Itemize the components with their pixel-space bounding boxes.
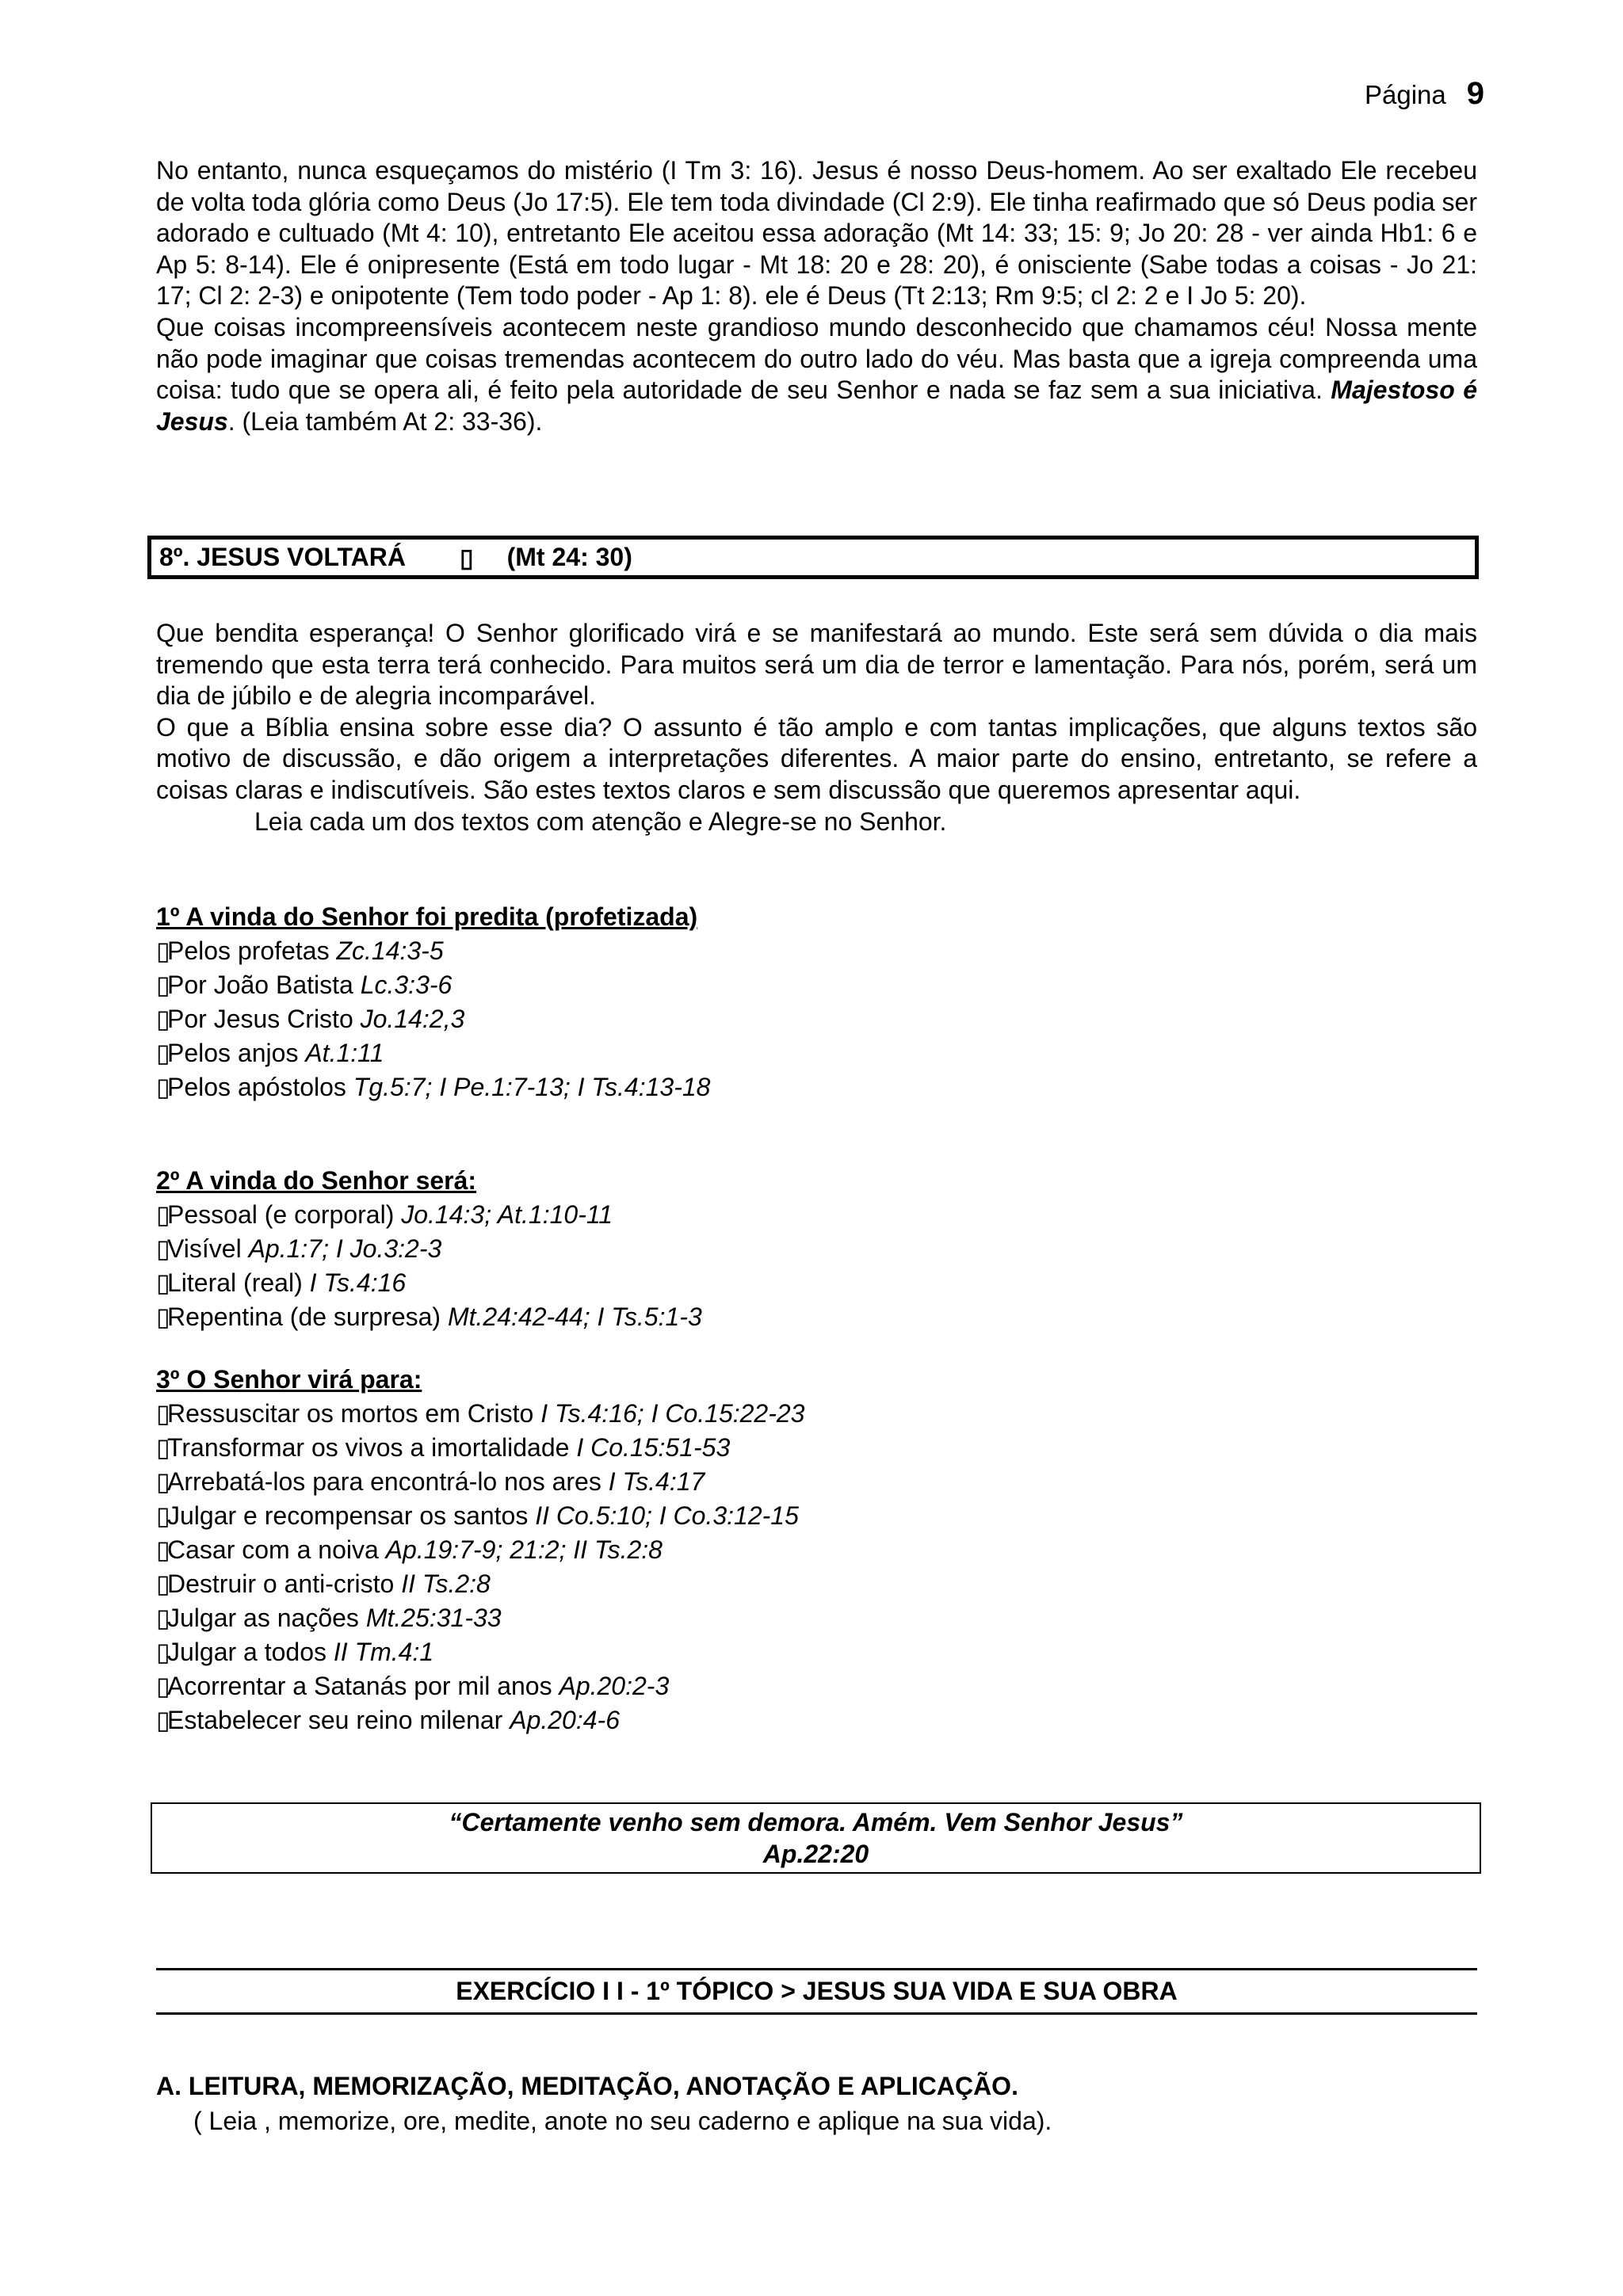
bullet-icon: ▯: [156, 1501, 170, 1530]
bullet-icon: ▯: [156, 1234, 170, 1263]
bullet-icon: ▯: [156, 1302, 170, 1331]
list-item: [156, 1465, 1477, 1499]
list-item-text: Repentina (de surpresa): [167, 1302, 448, 1331]
list-item: [156, 1669, 1477, 1703]
list-item-text: Julgar as nações: [167, 1604, 366, 1632]
list-item-text: Por Jesus Cristo: [167, 1005, 361, 1033]
list-item-ref: II Ts.2:8: [401, 1569, 491, 1598]
bullet-icon: ▯: [156, 936, 170, 965]
list-item: [156, 1601, 1477, 1635]
list-item-text: Destruir o anti-cristo: [167, 1569, 402, 1598]
list-item-text: Estabelecer seu reino milenar: [167, 1706, 510, 1734]
list-item: [156, 1635, 1477, 1669]
list-item: [156, 1703, 1477, 1737]
reading-title: A. LEITURA, MEMORIZAÇÃO, MEDITAÇÃO, ANOTAÇÃO E APLICAÇÃO.: [156, 2072, 1018, 2100]
list-item-text: Pessoal (e corporal): [167, 1200, 402, 1229]
bullet-icon: ▯: [156, 1433, 170, 1462]
list-item-ref: Ap.1:7; I Jo.3:2-3: [248, 1234, 442, 1263]
section-heading-box: [147, 536, 1479, 579]
list-item-ref: Jo.14:3; At.1:10-11: [401, 1200, 613, 1229]
list-item-ref: Ap.20:2-3: [559, 1672, 670, 1700]
list-item-text: Julgar a todos: [167, 1638, 334, 1666]
list-3: [156, 1363, 1477, 1737]
intro-paragraph-1: No entanto, nunca esqueçamos do mistério (I Tm 3: 16). Jesus é nosso Deus-homem. Ao ser exaltado Ele recebeu de volta toda glória como Deus (Jo 17:5). Ele tem toda divindade (Cl 2:9). Ele tinha reafirmado que só Deus podia ser adorado e cultuado (Mt 4: 10), entretanto Ele aceitou essa adoração (Mt 14: 33; 15: 9; Jo 20: 28 - ver ainda Hb1: 6 e Ap 5: 8-14). Ele é onipresente (Está em todo lugar - Mt 18: 20 e 28: 20), é onisciente (Sabe todas a coisas - Jo 21: 17; Cl 2: 2-3) e onipotente (Tem todo poder - Ap 1: 8). ele é Deus (Tt 2:13; Rm 9:5; cl 2: 2 e I Jo 5: 20).: [156, 156, 1477, 311]
list-item-ref: II Tm.4:1: [333, 1638, 434, 1666]
bullet-icon: ▯: [156, 1073, 170, 1101]
list-item: [156, 1431, 1477, 1465]
section-title: 8º. JESUS VOLTARÁ: [159, 543, 406, 571]
list-item: [156, 968, 1477, 1002]
body-paragraph-2: O que a Bíblia ensina sobre esse dia? O assunto é tão amplo e com tantas implicações, que alguns textos são motivo de discussão, e dão origem a interpretações diferentes. A maior parte do ensino, entretanto, se refere a coisas claras e indiscutíveis. São estes textos claros e sem discussão que queremos apresentar aqui.: [156, 712, 1477, 804]
list-item-text: Literal (real): [167, 1268, 310, 1297]
list-item-ref: Mt.24:42-44; I Ts.5:1-3: [447, 1302, 702, 1331]
list-item: [156, 1036, 1477, 1070]
list-1-title: 1º A vinda do Senhor foi predita (profetizada): [156, 902, 698, 931]
list-item-text: Pelos anjos: [167, 1039, 306, 1067]
list-item-ref: Ap.19:7-9; 21:2; II Ts.2:8: [385, 1535, 663, 1564]
intro-paragraph-2-text: Que coisas incompreensíveis acontecem neste grandioso mundo desconhecido que chamamos céu! Nossa mente não pode imaginar que coisas tremendas acontecem do outro lado do véu. Mas basta que a igreja compreenda uma coisa: tudo que se opera ali, é feito pela autoridade de seu Senhor e nada se faz sem a sua iniciativa.: [156, 312, 1477, 405]
list-item: [156, 1232, 1477, 1266]
list-1: [156, 900, 1477, 1104]
list-item-ref: I Ts.4:16: [309, 1268, 407, 1297]
bullet-icon: ▯: [156, 1569, 170, 1598]
body-paragraph-1: Que bendita esperança! O Senhor glorificado virá e se manifestará ao mundo. Este será sem dúvida o dia mais tremendo que esta terra terá conhecido. Para muitos será um dia de terror e lamentação. Para nós, porém, será um dia de júbilo e de alegria incomparável.: [156, 619, 1477, 711]
intro-section: [156, 155, 1477, 437]
list-3-title: 3º O Senhor virá para:: [156, 1365, 422, 1394]
quote-box: [151, 1802, 1481, 1874]
list-item-ref: Lc.3:3-6: [360, 971, 453, 999]
list-item-ref: Ap.20:4-6: [510, 1706, 620, 1734]
quote-text: “Certamente venho sem demora. Amém. Vem Senhor Jesus”: [449, 1808, 1183, 1836]
bullet-icon: ▯: [156, 1604, 170, 1632]
bullet-icon: ▯: [156, 1005, 170, 1033]
list-item-text: Ressuscitar os mortos em Cristo: [167, 1399, 541, 1428]
exercise-title: EXERCÍCIO I I - 1º TÓPICO > JESUS SUA VIDA E SUA OBRA: [456, 1977, 1178, 2005]
intro-emphasis: Majestoso é Jesus: [156, 376, 1478, 436]
list-item: [156, 1300, 1477, 1334]
list-item-ref: II Co.5:10; I Co.3:12-15: [535, 1501, 799, 1530]
exercise-heading: [156, 1968, 1477, 2015]
page-header: [1365, 76, 1484, 112]
bullet-icon: ▯: [156, 1399, 170, 1428]
bullet-icon: ▯: [156, 1200, 170, 1229]
quote-reference: Ap.22:20: [762, 1840, 869, 1868]
list-item: [156, 1198, 1477, 1232]
list-item: [156, 1567, 1477, 1601]
body-paragraph-3: Leia cada um dos textos com atenção e Alegre-se no Senhor.: [254, 807, 947, 836]
list-item-ref: I Ts.4:17: [608, 1467, 705, 1496]
list-2: [156, 1164, 1477, 1334]
list-item-text: Transformar os vivos a imortalidade: [167, 1433, 577, 1462]
bullet-icon: ▯: [156, 1535, 170, 1564]
list-item: [156, 1266, 1477, 1300]
section-reference: (Mt 24: 30): [506, 543, 632, 571]
list-item-ref: Tg.5:7; I Pe.1:7-13; I Ts.4:13-18: [353, 1073, 711, 1101]
list-item-text: Julgar e recompensar os santos: [167, 1501, 536, 1530]
list-item: [156, 1533, 1477, 1567]
list-item-text: Casar com a noiva: [167, 1535, 386, 1564]
intro-paragraph-2-end: . (Leia também At 2: 33-36).: [227, 406, 543, 436]
bullet-icon: ▯: [156, 1467, 170, 1496]
list-item-ref: I Co.15:51-53: [576, 1433, 731, 1462]
list-item: [156, 1499, 1477, 1533]
list-item-ref: I Ts.4:16; I Co.15:22-23: [540, 1399, 805, 1428]
list-item-text: Visível: [167, 1234, 249, 1263]
list-item-text: Por João Batista: [167, 971, 361, 999]
list-item-text: Acorrentar a Satanás por mil anos: [167, 1672, 559, 1700]
bullet-icon: ▯: [156, 1039, 170, 1067]
list-item-ref: Zc.14:3-5: [336, 936, 444, 965]
list-item: [156, 1070, 1477, 1104]
bullet-icon: ▯: [156, 1638, 170, 1666]
bullet-icon: ▯: [156, 1672, 170, 1700]
reading-description: ( Leia , memorize, ore, medite, anote no seu caderno e aplique na sua vida).: [193, 2107, 1052, 2135]
list-item: [156, 934, 1477, 968]
list-item-text: Pelos apóstolos: [167, 1073, 353, 1101]
body-section: [156, 618, 1477, 837]
page-number: 9: [1466, 76, 1484, 111]
bullet-icon: ▯: [156, 1706, 170, 1734]
list-item-ref: Jo.14:2,3: [360, 1005, 465, 1033]
list-item: [156, 1397, 1477, 1431]
bullet-icon: ▯: [156, 971, 170, 999]
list-item-text: Pelos profetas: [167, 936, 337, 965]
list-item: [156, 1002, 1477, 1036]
list-2-title: 2º A vinda do Senhor será:: [156, 1166, 477, 1195]
page-label: Página: [1364, 80, 1446, 109]
list-item-ref: At.1:11: [305, 1039, 384, 1067]
intro-paragraph-2: [156, 312, 1477, 437]
bullet-icon: ▯: [156, 1268, 170, 1297]
section-symbol-icon: ▯: [460, 543, 474, 572]
list-item-text: Arrebatá-los para encontrá-lo nos ares: [167, 1467, 609, 1496]
list-item-ref: Mt.25:31-33: [365, 1604, 502, 1632]
